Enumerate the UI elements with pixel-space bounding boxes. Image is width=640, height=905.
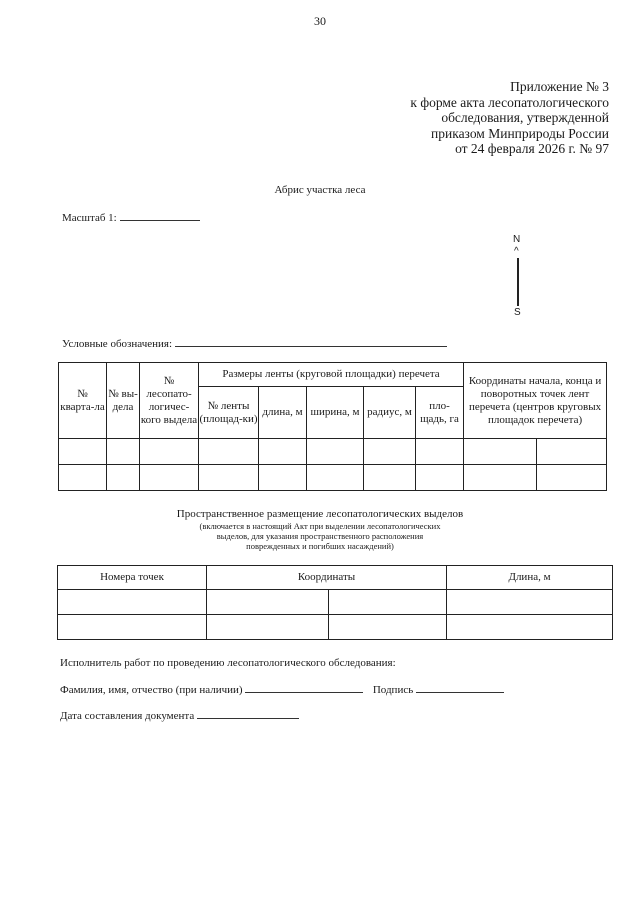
header-length: Длина, м bbox=[447, 566, 613, 590]
appendix-block bbox=[410, 79, 609, 157]
appendix-line: к форме акта лесопатологического bbox=[410, 94, 609, 110]
fio-field bbox=[245, 682, 363, 693]
table-cell[interactable] bbox=[447, 615, 613, 640]
table-cell[interactable] bbox=[107, 465, 140, 491]
table-cell[interactable] bbox=[537, 465, 607, 491]
table-cell[interactable] bbox=[447, 590, 613, 615]
table-cell[interactable] bbox=[59, 439, 107, 465]
date-row bbox=[60, 708, 299, 722]
legend-label: Условные обозначения: bbox=[62, 338, 173, 350]
survey-table bbox=[58, 362, 607, 491]
compass-north: N bbox=[513, 234, 521, 245]
signature-label: Подпись bbox=[372, 684, 414, 696]
table-cell[interactable] bbox=[199, 465, 259, 491]
date-field bbox=[197, 708, 299, 719]
table-cell[interactable] bbox=[329, 590, 447, 615]
table-row bbox=[59, 465, 607, 491]
header-strip-sizes: Размеры ленты (круговой площадки) перечета bbox=[199, 363, 464, 387]
section-note: выделов, для указания пространственного расположения bbox=[216, 531, 424, 541]
table-cell[interactable] bbox=[140, 465, 199, 491]
table-cell[interactable] bbox=[259, 465, 307, 491]
header-length: длина, м bbox=[259, 387, 307, 439]
table-cell[interactable] bbox=[58, 615, 207, 640]
sketch-title: Абрис участка леса bbox=[274, 184, 366, 196]
fio-row bbox=[60, 682, 504, 696]
section-note: поврежденных и погибших насаждений) bbox=[246, 541, 394, 551]
date-label: Дата составления документа bbox=[60, 710, 195, 722]
executor-label: Исполнитель работ по проведению лесопатологического обследования: bbox=[60, 657, 396, 669]
table-cell[interactable] bbox=[307, 439, 364, 465]
table-cell[interactable] bbox=[199, 439, 259, 465]
legend-field bbox=[175, 336, 447, 347]
appendix-line: Приложение № 3 bbox=[510, 79, 609, 94]
appendix-line: от 24 февраля 2026 г. № 97 bbox=[455, 141, 609, 156]
appendix-line: приказом Минприроды России bbox=[431, 125, 609, 141]
table-cell[interactable] bbox=[364, 439, 416, 465]
header-coordinates: Координаты bbox=[207, 566, 447, 590]
table-row bbox=[58, 590, 613, 615]
table-cell[interactable] bbox=[207, 615, 329, 640]
header-vydel: № вы-дела bbox=[107, 363, 140, 439]
table-cell[interactable] bbox=[464, 465, 537, 491]
header-lesopat-vydel: № лесопато-логичес-кого выдела bbox=[140, 363, 199, 439]
table-cell[interactable] bbox=[416, 439, 464, 465]
table-cell[interactable] bbox=[59, 465, 107, 491]
table-cell[interactable] bbox=[464, 439, 537, 465]
table-cell[interactable] bbox=[107, 439, 140, 465]
header-area: пло-щадь, га bbox=[416, 387, 464, 439]
header-point-numbers: Номера точек bbox=[58, 566, 207, 590]
compass-arrow-icon: ^ bbox=[514, 246, 519, 257]
compass-line bbox=[517, 258, 519, 306]
header-width: ширина, м bbox=[307, 387, 364, 439]
scale-row bbox=[62, 210, 200, 224]
table-row bbox=[58, 615, 613, 640]
points-table bbox=[57, 565, 613, 640]
table-cell[interactable] bbox=[329, 615, 447, 640]
table-cell[interactable] bbox=[307, 465, 364, 491]
signature-field bbox=[416, 682, 504, 693]
scale-field bbox=[120, 210, 200, 221]
legend-row bbox=[62, 336, 447, 350]
table-cell[interactable] bbox=[537, 439, 607, 465]
table-row bbox=[59, 439, 607, 465]
fio-label: Фамилия, имя, отчество (при наличии) bbox=[60, 684, 243, 696]
header-coordinates: Координаты начала, конца и поворотных точек лент перечета (центров круговых площадок перечета) bbox=[464, 363, 607, 439]
appendix-line: обследования, утвержденной bbox=[441, 110, 609, 125]
header-kvartal: № кварта-ла bbox=[59, 363, 107, 439]
table-cell[interactable] bbox=[58, 590, 207, 615]
table-cell[interactable] bbox=[140, 439, 199, 465]
compass-south: S bbox=[514, 307, 521, 318]
table-cell[interactable] bbox=[207, 590, 329, 615]
table-cell[interactable] bbox=[364, 465, 416, 491]
header-strip-number: № ленты (площад-ки) bbox=[199, 387, 259, 439]
table-cell[interactable] bbox=[416, 465, 464, 491]
table-cell[interactable] bbox=[259, 439, 307, 465]
scale-label: Масштаб 1: bbox=[62, 212, 117, 224]
section-title: Пространственное размещение лесопатологических выделов bbox=[176, 508, 464, 520]
page-number: 30 bbox=[314, 14, 326, 28]
header-radius: радиус, м bbox=[364, 387, 416, 439]
section-note: (включается в настоящий Акт при выделении лесопатологических bbox=[199, 521, 441, 531]
